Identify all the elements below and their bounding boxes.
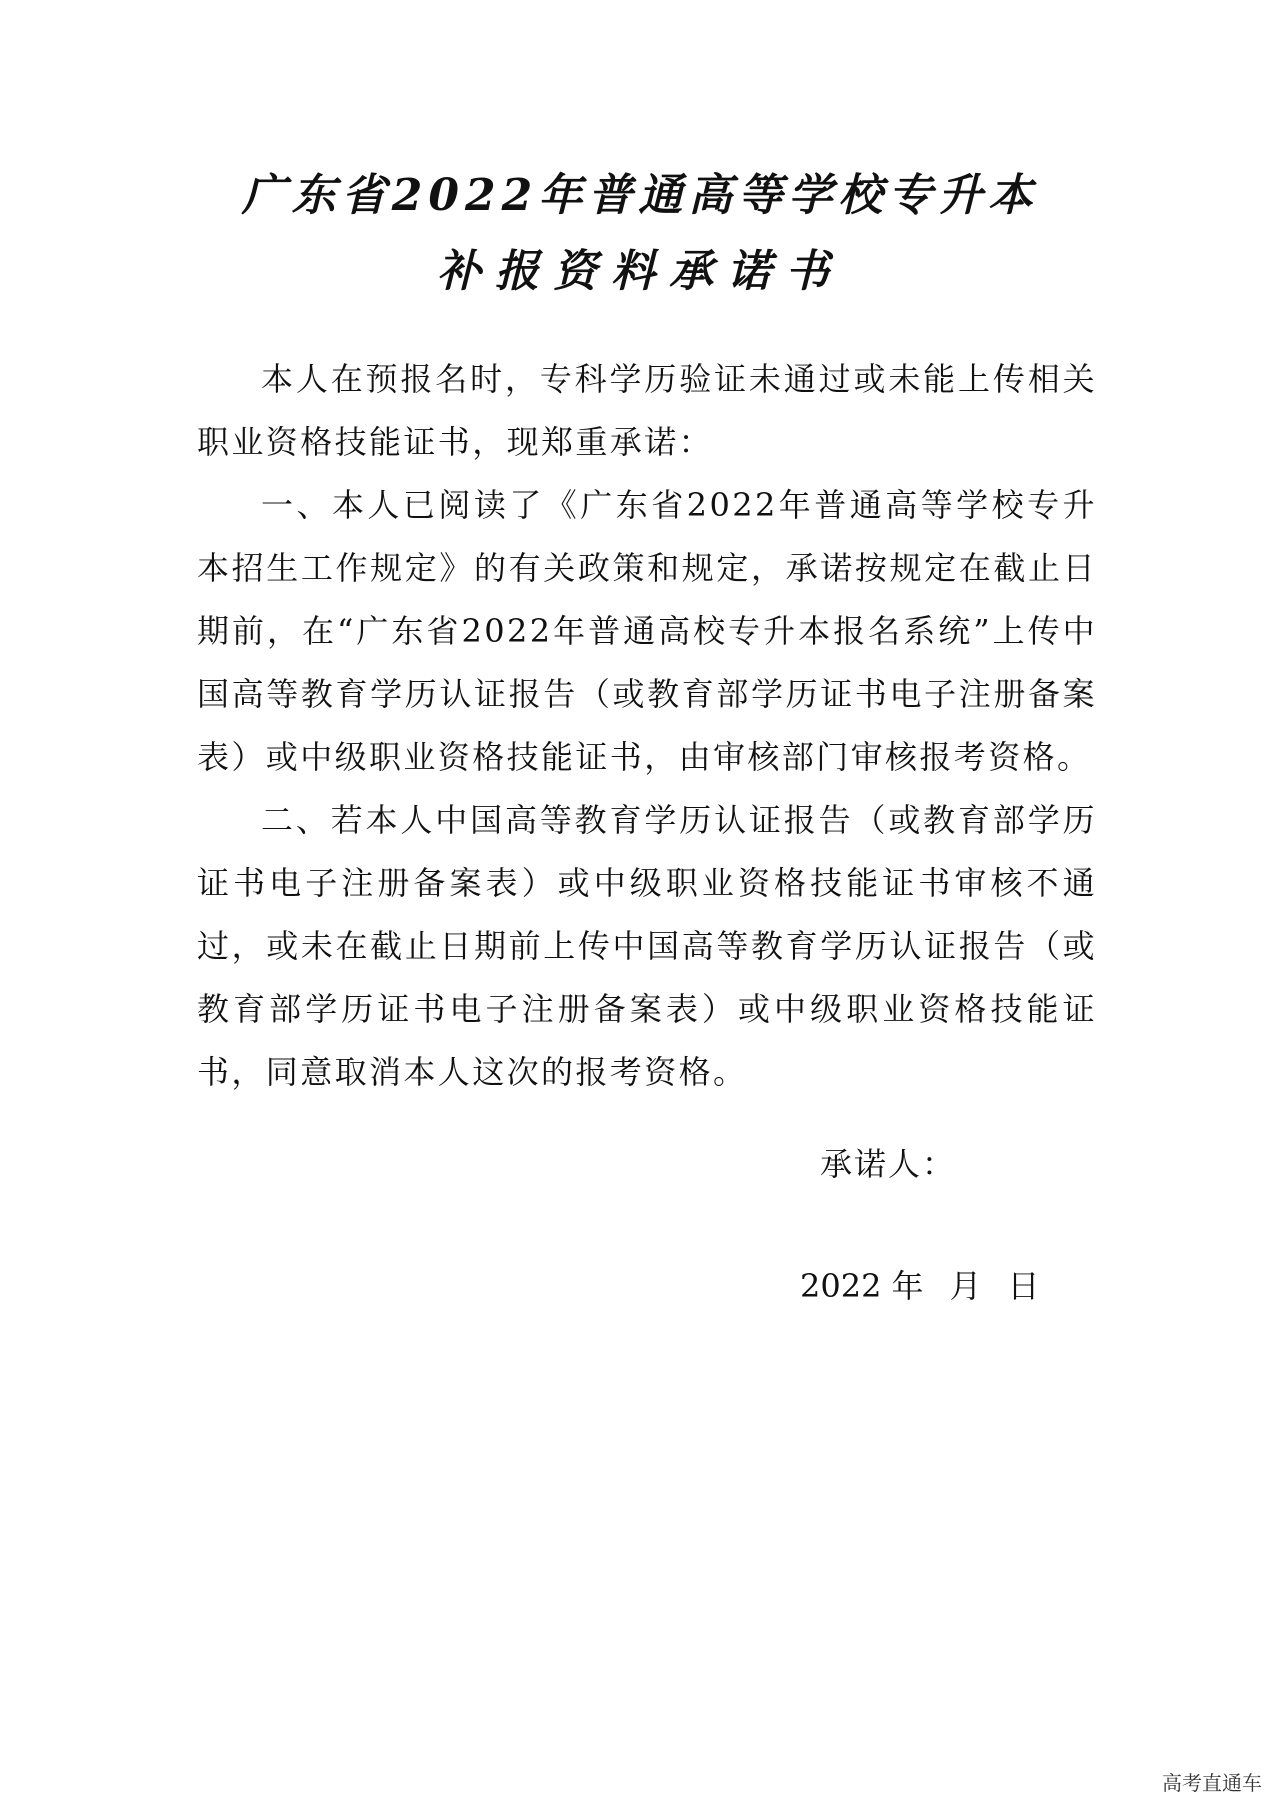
date-year-unit: 年 — [891, 1267, 924, 1305]
date-line — [800, 1262, 1039, 1310]
document-title — [0, 158, 1280, 310]
paragraph-intro: 本人在预报名时，专科学历验证未通过或未能上传相关职业资格技能证书，现郑重承诺： — [197, 360, 1097, 461]
paragraph-clause-2: 二、若本人中国高等教育学历认证报告（或教育部学历证书电子注册备案表）或中级职业资格技能证书审核不通过，或未在截止日期前上传中国高等教育学历认证报告（或教育部学历证书电子注册备案表）或中级职业资格技能证书，同意取消本人这次的报考资格。 — [197, 801, 1097, 1091]
paragraph-clause-1: 一、本人已阅读了《广东省2022年普通高等学校专升本招生工作规定》的有关政策和规定，承诺按规定在截止日期前，在“广东省2022年普通高校专升本报名系统”上传中国高等教育学历认证报告（或教育部学历证书电子注册备案表）或中级职业资格技能证书，由审核部门审核报考资格。 — [197, 486, 1097, 776]
title-line-2: 补报资料承诺书 — [437, 246, 843, 297]
date-year: 2022 — [800, 1267, 882, 1305]
date-day-unit: 日 — [1007, 1267, 1040, 1305]
title-line-1: 广东省2022年普通高等学校专升本 — [241, 170, 1039, 221]
signature-label: 承诺人： — [820, 1145, 957, 1183]
date-month-unit: 月 — [949, 1267, 982, 1305]
watermark-text: 高考直通车 — [1162, 1771, 1262, 1795]
document-body — [197, 348, 1097, 1104]
